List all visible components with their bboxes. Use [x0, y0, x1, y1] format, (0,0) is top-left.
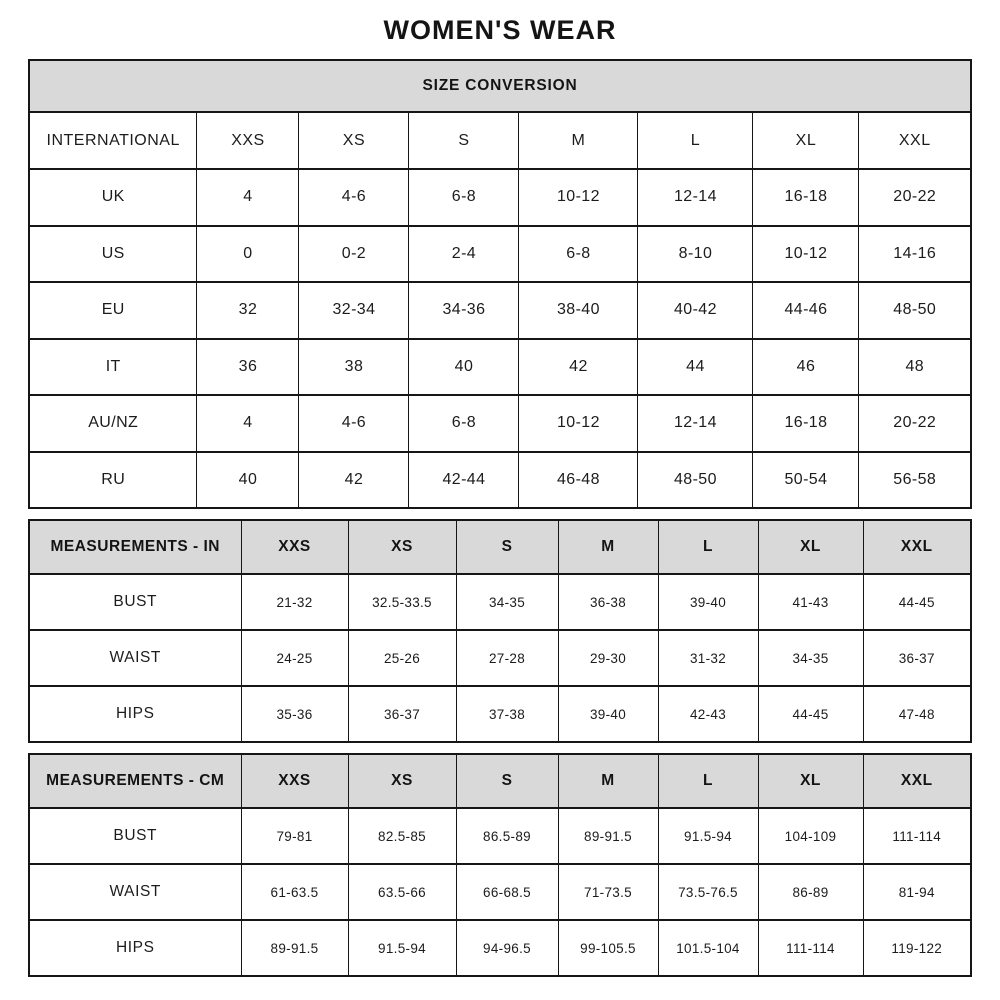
- table-cell: 37-38: [456, 686, 558, 742]
- size-conversion-table: [28, 59, 972, 509]
- table-cell: 10-12: [753, 226, 859, 283]
- table-cell: 104-109: [758, 808, 863, 864]
- size-column-header: S: [409, 112, 519, 169]
- table-cell: 42: [519, 339, 638, 396]
- table-cell: 32-34: [299, 282, 409, 339]
- table-cell: 119-122: [863, 920, 971, 976]
- table-cell: 40: [197, 452, 299, 509]
- table-cell: 81-94: [863, 864, 971, 920]
- table-cell: 38-40: [519, 282, 638, 339]
- table-banner-row: [29, 60, 971, 112]
- table-cell: 66-68.5: [456, 864, 558, 920]
- table-cell: 14-16: [859, 226, 971, 283]
- row-label: BUST: [29, 574, 241, 630]
- table-row: [29, 282, 971, 339]
- table-cell: 36: [197, 339, 299, 396]
- table-cell: 16-18: [753, 169, 859, 226]
- size-column-header: M: [558, 520, 658, 574]
- table-cell: 42-43: [658, 686, 758, 742]
- size-column-header: XXL: [859, 112, 971, 169]
- table-cell: 10-12: [519, 169, 638, 226]
- size-column-header: XS: [348, 754, 456, 808]
- table-cell: 44-45: [863, 574, 971, 630]
- measurements-in-table-body: [29, 520, 971, 742]
- table-cell: 20-22: [859, 169, 971, 226]
- size-column-header: S: [456, 754, 558, 808]
- table-cell: 48-50: [638, 452, 753, 509]
- table-cell: 4: [197, 395, 299, 452]
- table-cell: 44-45: [758, 686, 863, 742]
- size-column-header: XS: [299, 112, 409, 169]
- table-cell: 32: [197, 282, 299, 339]
- row-label: WAIST: [29, 630, 241, 686]
- size-column-header: S: [456, 520, 558, 574]
- table-row: [29, 574, 971, 630]
- table-cell: 34-35: [456, 574, 558, 630]
- size-column-header: L: [658, 754, 758, 808]
- table-cell: 44-46: [753, 282, 859, 339]
- row-label: WAIST: [29, 864, 241, 920]
- row-label: BUST: [29, 808, 241, 864]
- table-row: [29, 686, 971, 742]
- table-cell: 46: [753, 339, 859, 396]
- table-cell: 50-54: [753, 452, 859, 509]
- table-cell: 42-44: [409, 452, 519, 509]
- row-label: IT: [29, 339, 197, 396]
- table-cell: 61-63.5: [241, 864, 348, 920]
- table-cell: 82.5-85: [348, 808, 456, 864]
- table-cell: 99-105.5: [558, 920, 658, 976]
- table-cell: 12-14: [638, 169, 753, 226]
- table-cell: 36-37: [863, 630, 971, 686]
- table-cell: 47-48: [863, 686, 971, 742]
- table-cell: 6-8: [409, 169, 519, 226]
- table-cell: 29-30: [558, 630, 658, 686]
- size-column-header: XL: [758, 520, 863, 574]
- table-cell: 39-40: [658, 574, 758, 630]
- table-cell: 12-14: [638, 395, 753, 452]
- table-cell: 32.5-33.5: [348, 574, 456, 630]
- table-cell: 56-58: [859, 452, 971, 509]
- table-cell: 71-73.5: [558, 864, 658, 920]
- row-label: UK: [29, 169, 197, 226]
- table-row: [29, 226, 971, 283]
- table-row: [29, 808, 971, 864]
- table-cell: 25-26: [348, 630, 456, 686]
- table-cell: 63.5-66: [348, 864, 456, 920]
- size-conversion-table-body: [29, 60, 971, 508]
- table-header-row: [29, 112, 971, 169]
- table-row: [29, 630, 971, 686]
- table-cell: 36-37: [348, 686, 456, 742]
- table-cell: 101.5-104: [658, 920, 758, 976]
- table-cell: 2-4: [409, 226, 519, 283]
- table-cell: 34-36: [409, 282, 519, 339]
- table-cell: 48: [859, 339, 971, 396]
- row-label: EU: [29, 282, 197, 339]
- size-column-header: XXS: [197, 112, 299, 169]
- page-title: WOMEN'S WEAR: [383, 15, 617, 45]
- table-row: [29, 452, 971, 509]
- table-cell: 24-25: [241, 630, 348, 686]
- table-cell: 4-6: [299, 395, 409, 452]
- table-cell: 44: [638, 339, 753, 396]
- table-row: [29, 169, 971, 226]
- table-cell: 4: [197, 169, 299, 226]
- measurements-cm-table: [28, 753, 972, 977]
- table-cell: 35-36: [241, 686, 348, 742]
- size-column-header: M: [519, 112, 638, 169]
- table-cell: 8-10: [638, 226, 753, 283]
- row-group-title: INTERNATIONAL: [29, 112, 197, 169]
- table-cell: 89-91.5: [241, 920, 348, 976]
- table-cell: 89-91.5: [558, 808, 658, 864]
- table-cell: 86.5-89: [456, 808, 558, 864]
- table-cell: 73.5-76.5: [658, 864, 758, 920]
- size-column-header: L: [658, 520, 758, 574]
- table-cell: 79-81: [241, 808, 348, 864]
- size-column-header: XXL: [863, 520, 971, 574]
- table-banner-title: SIZE CONVERSION: [29, 60, 971, 112]
- table-row: [29, 395, 971, 452]
- measurements-cm-table-body: [29, 754, 971, 976]
- table-row: [29, 339, 971, 396]
- table-header-row: [29, 520, 971, 574]
- table-cell: 40-42: [638, 282, 753, 339]
- table-cell: 94-96.5: [456, 920, 558, 976]
- size-column-header: XXL: [863, 754, 971, 808]
- table-cell: 34-35: [758, 630, 863, 686]
- table-cell: 27-28: [456, 630, 558, 686]
- table-cell: 16-18: [753, 395, 859, 452]
- table-cell: 31-32: [658, 630, 758, 686]
- table-row: [29, 864, 971, 920]
- table-cell: 36-38: [558, 574, 658, 630]
- row-label: RU: [29, 452, 197, 509]
- table-cell: 91.5-94: [658, 808, 758, 864]
- row-label: AU/NZ: [29, 395, 197, 452]
- table-cell: 40: [409, 339, 519, 396]
- size-column-header: XL: [753, 112, 859, 169]
- table-cell: 6-8: [409, 395, 519, 452]
- table-cell: 21-32: [241, 574, 348, 630]
- row-label: US: [29, 226, 197, 283]
- table-cell: 42: [299, 452, 409, 509]
- size-column-header: XXS: [241, 754, 348, 808]
- table-cell: 46-48: [519, 452, 638, 509]
- table-cell: 0-2: [299, 226, 409, 283]
- row-label: HIPS: [29, 686, 241, 742]
- row-group-title: MEASUREMENTS - IN: [29, 520, 241, 574]
- table-header-row: [29, 754, 971, 808]
- measurements-in-table: [28, 519, 972, 743]
- table-cell: 6-8: [519, 226, 638, 283]
- table-cell: 4-6: [299, 169, 409, 226]
- table-cell: 0: [197, 226, 299, 283]
- size-column-header: L: [638, 112, 753, 169]
- table-cell: 10-12: [519, 395, 638, 452]
- table-row: [29, 920, 971, 976]
- table-cell: 111-114: [758, 920, 863, 976]
- table-cell: 111-114: [863, 808, 971, 864]
- table-cell: 38: [299, 339, 409, 396]
- table-cell: 48-50: [859, 282, 971, 339]
- table-cell: 41-43: [758, 574, 863, 630]
- size-column-header: XXS: [241, 520, 348, 574]
- table-cell: 39-40: [558, 686, 658, 742]
- table-cell: 20-22: [859, 395, 971, 452]
- size-column-header: M: [558, 754, 658, 808]
- size-column-header: XL: [758, 754, 863, 808]
- size-column-header: XS: [348, 520, 456, 574]
- row-group-title: MEASUREMENTS - CM: [29, 754, 241, 808]
- table-cell: 91.5-94: [348, 920, 456, 976]
- row-label: HIPS: [29, 920, 241, 976]
- table-cell: 86-89: [758, 864, 863, 920]
